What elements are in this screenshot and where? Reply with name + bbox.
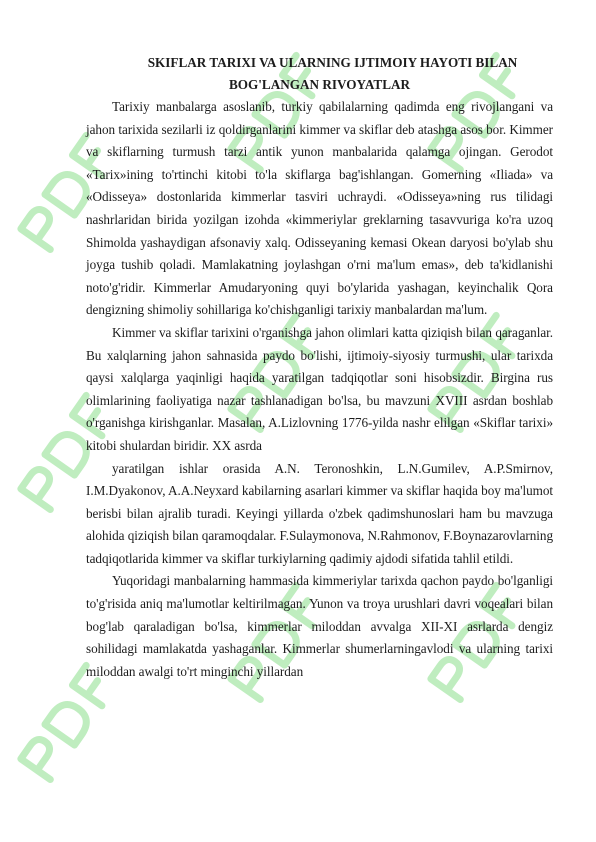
title-line-1: SKIFLAR TARIXI VA ULARNING IJTIMOIY HAYOTI BILAN — [147, 55, 518, 70]
paragraph-2: Kimmer va skiflar tarixini o'rganishga jahon olimlari katta qiziqish bilan qaraganlar. Bu xalqlarning jahon sahnasida paydo bo'lishi, ijtimoiy-siyosiy turmushi, ular tarixda qaysi xalqlarga yaqinligi haqida yaratilgan tadqiqotlar soni hisobsizdir. Birgina rus olimlarining faoliyatiga nazar tashlanadigan bo'lsa, bu mavzuni XVIII asrdan boshlab o'rganishga kirishganlar. Masalan, A.Lizlovning 1776-yilda nashr elilgan «Skiflar tarixi» kitobi shulardan biridir. XX asrda — [86, 324, 553, 453]
paragraph-3: yaratilgan ishlar orasida A.N. Teronoshkin, L.N.Gumilev, A.P.Smirnov, I.M.Dyakonov, A.A.Neyxard kabilarning asarlari kimmer va skiflar haqida boy ma'lumot berisbi bilan ajralib turadi. Keyingi yillarda o'zbek qadimshunoslari ham bu mavzuga alohida qiziqish bilan qaramoqdalar. F.Sulaymonova, N.Rahmonov, F.Boynazarovlarning tadqiqotlarida kimmer va skiflar turkiylarning qadimiy ajdodi sifatida tahlil etildi. — [86, 460, 553, 566]
paragraph-4: Yuqoridagi manbalarning hammasida kimmeriylar tarixda qachon paydo bo'lganligi to'g'risida aniq ma'lumotlar keltirilmagan. Yunon va troya urushlari davri voqealari bilan bog'lab qaraladigan bo'lsa, kimmerlar miloddan avvalga XII-XI asrlarda dengiz sohilidagi mamlakatda yashaganlar. Kimmerlar shumerlarningavlodi va ularning tarixi miloddan awalgi to'rt minginchi yillardan — [86, 573, 553, 679]
document-title — [86, 52, 553, 96]
title-line-2: BOG'LANGAN RIVOYATLAR — [228, 77, 411, 92]
document-page — [86, 52, 553, 683]
paragraph-1: Tarixiy manbalarga asoslanib, turkiy qabilalarning qadimda eng rivojlangani va jahon tarixida sezilarli iz qoldirganlarini kimmer va skiflar deb atashga asos bor. Kimmer va skiflarning turmush tarzi antik yunon manbalarida qalamga ojingan. Gerodot «Tarix»ining to'rtinchi kitobi to'la skiflarga bag'ishlangan. Gomerning «Iliada» va «Odisseya» dostonlarida kimmerlar tasviri uchraydi. «Odisseya»ning rus tilidagi nashrlaridan birida yozilgan izohda «kimmeriylar greklarning tasavvuriga ko'ra uzoq Shimolda yashaydigan afsonaviy xalq. Odisseyaning kemasi Okean daryosi bo'ylab shu joyga tushib qoladi. Mamlakatning joylashgan o'rni ma'lum emas», deb ta'kidlanishi noto'g'ridir. Kimmerlar Amudaryoning quyi bo'ylarida yashagan, keyinchalik Qora dengizning shimoliy sohillariga ko'chishganligi tarixiy manbalardan ma'lum. — [86, 99, 553, 318]
